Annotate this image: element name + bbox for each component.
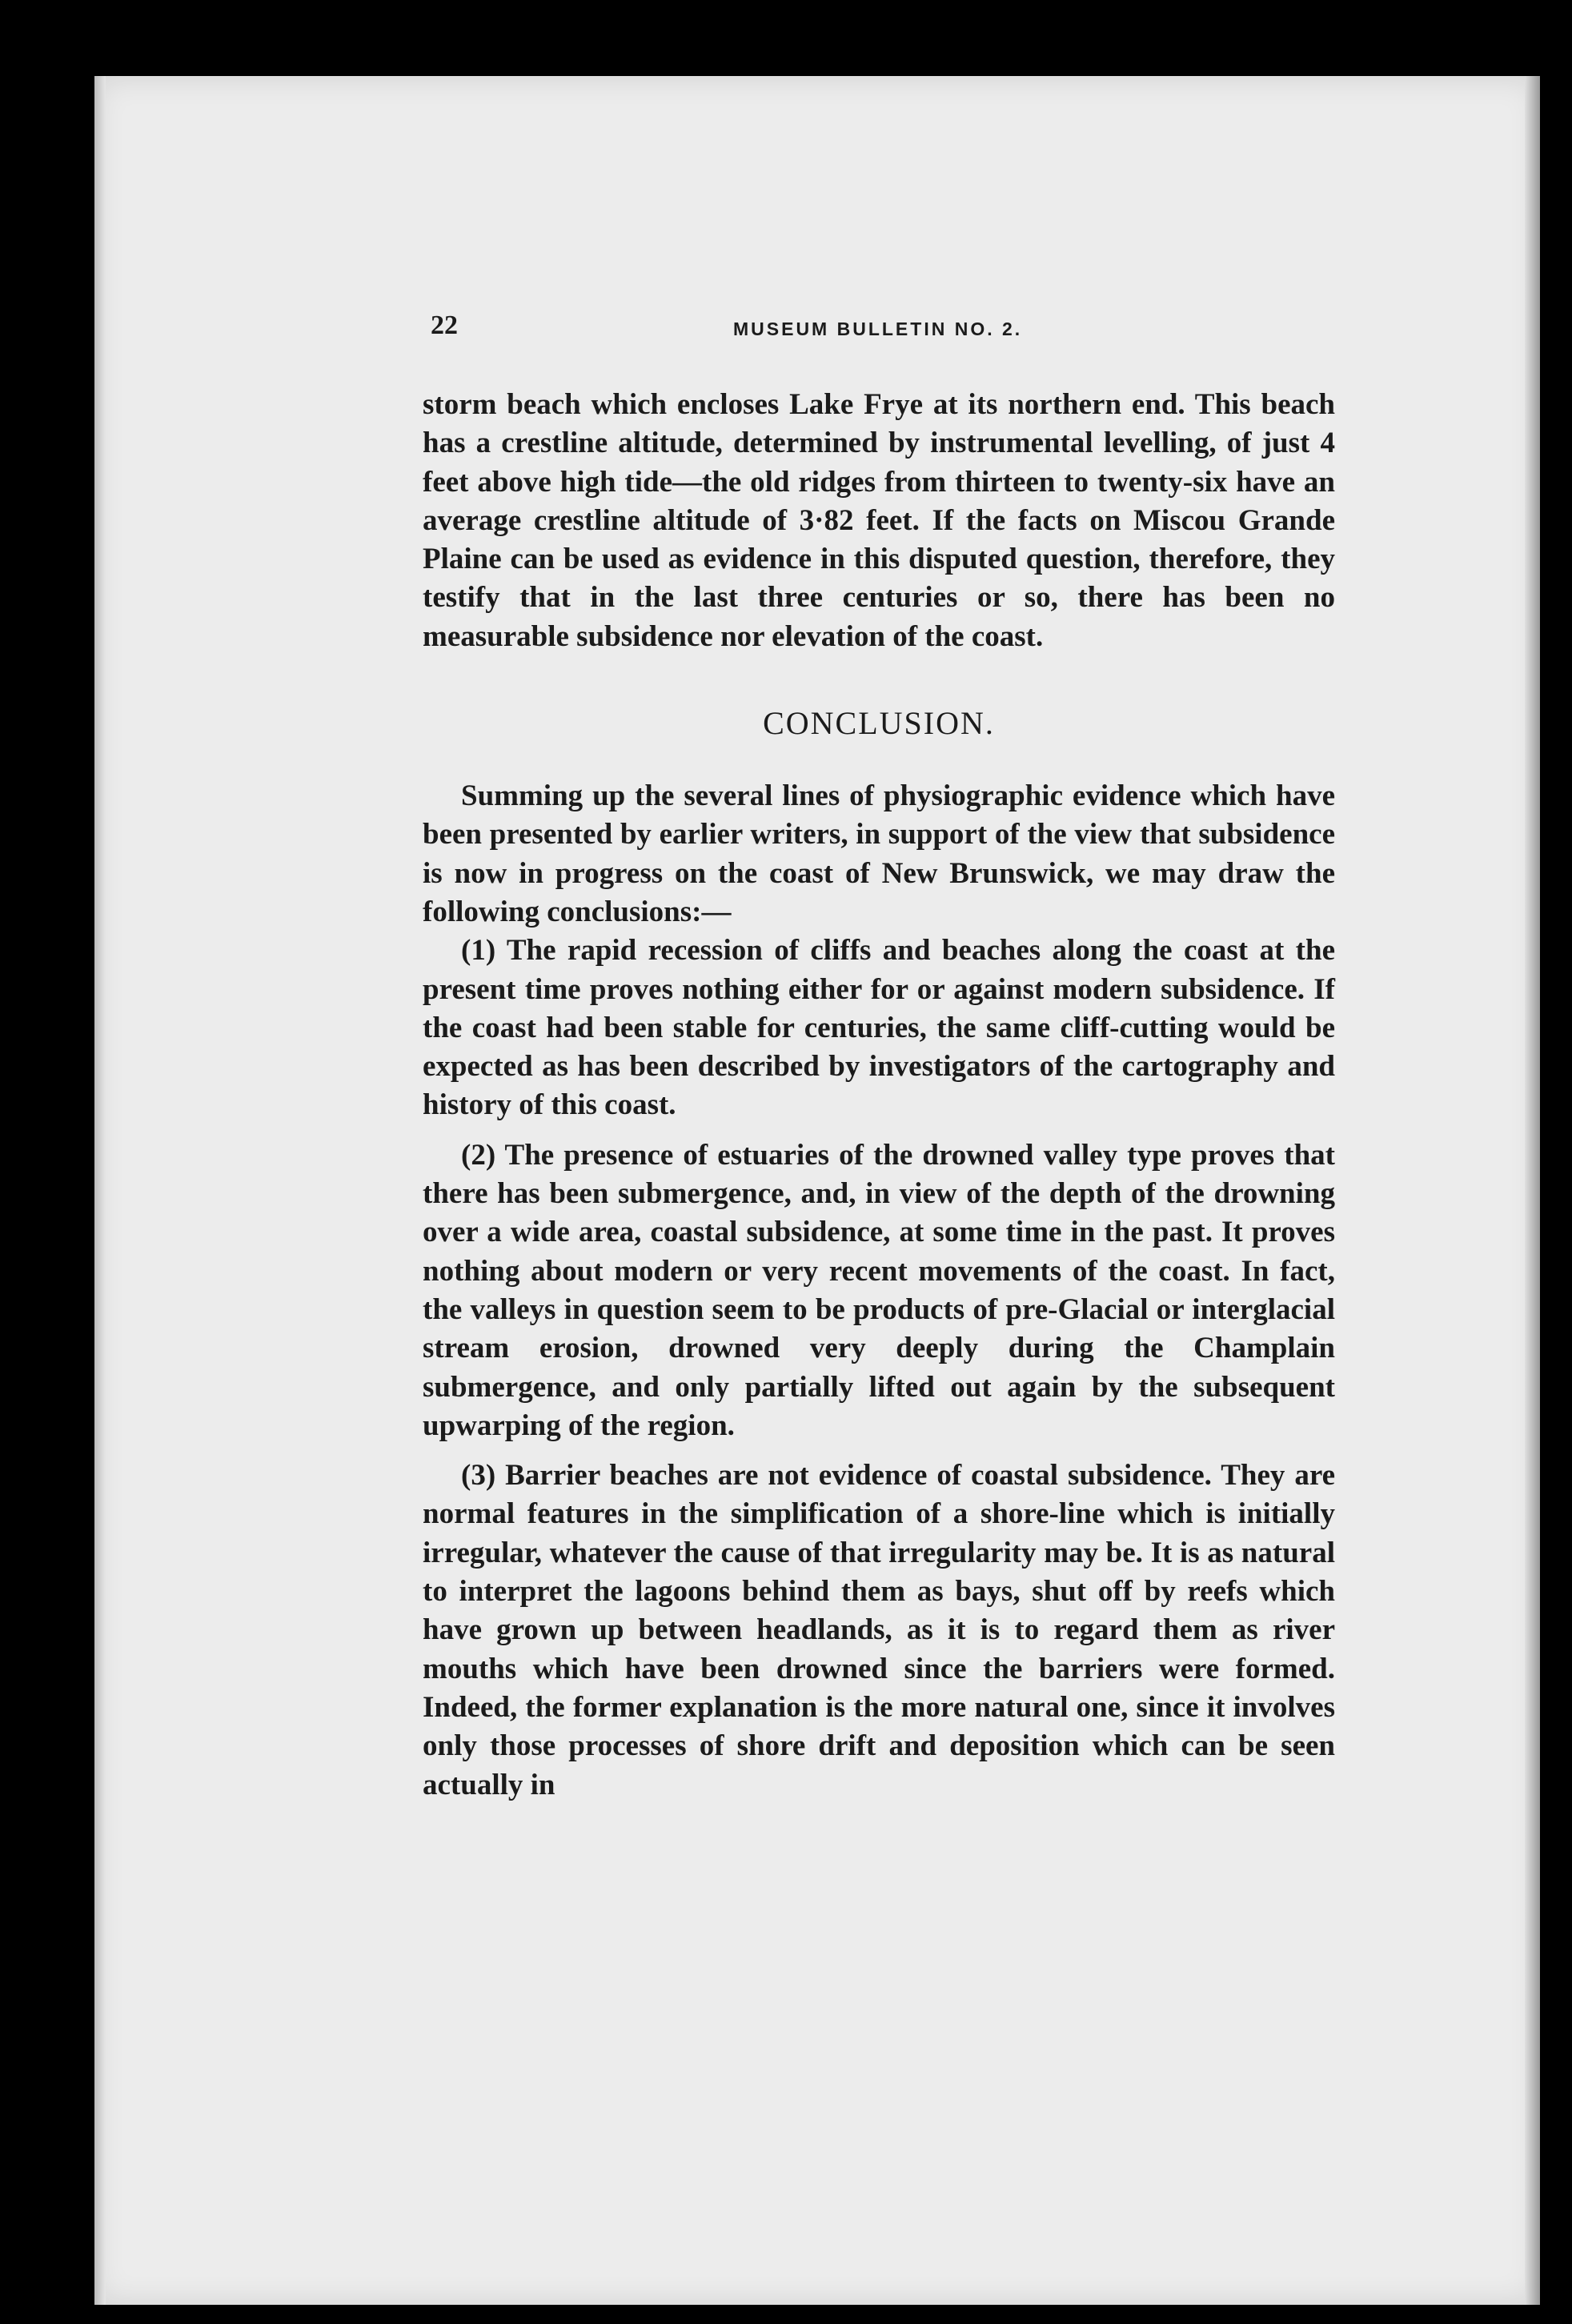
running-head — [423, 311, 1335, 359]
paragraph-conclusion-3: (3) Barrier beaches are not evidence of coastal subsidence. They are normal features in the simplification of a shore-line which is initially irregular, whatever the cause of that irregularity may be. It is as natural to interpret the lagoons behind them as bays, shut off by reefs which have grown up between headlands, as it is to regard them as river mouths which have been drowned since the barriers were formed. Indeed, the former explanation is the more natural one, since it involves only those processes of shore drift and deposition which can be seen actually in — [423, 1459, 1335, 1801]
section-heading: CONCLUSION. — [763, 705, 995, 742]
paragraph-summary: Summing up the several lines of physiographic evidence which have been presented by earlier writers, in support of the view that subsidence is now in progress on the coast of New Brunswick, we may draw the following conclusions:— — [423, 779, 1335, 928]
running-title: MUSEUM BULLETIN NO. 2. — [733, 319, 1023, 339]
paragraph-conclusion-2: (2) The presence of estuaries of the drowned valley type proves that there has been submergence, and, in view of the depth of the drowning over a wide area, coastal subsidence, at some time in the past. It proves nothing about modern or very recent movements of the coast. In fact, the valleys in question seem to be products of pre-Glacial or interglacial stream erosion, drowned very deeply during the Champlain submergence, and only partially lifted out again by the subsequent upwarping of the region. — [423, 1138, 1335, 1442]
text-block — [423, 311, 1335, 1805]
paper-left-edge — [94, 76, 106, 2305]
paragraph-conclusion-1: (1) The rapid recession of cliffs and beaches along the coast at the present time proves nothing either for or against modern subsidence. If the coast had been stable for centuries, the same cliff-cutting would be expected as has been described by investigators of the cartography and history of this coast. — [423, 934, 1335, 1122]
paper-right-edge — [1525, 76, 1540, 2305]
page-number: 22 — [431, 311, 458, 340]
paragraph-continued: storm beach which encloses Lake Frye at its northern end. This beach has a crestline altitude, determined by instrumental levelling, of just 4 feet above high tide—the old ridges from thirteen to twenty-six have an average crestline altitude of 3·82 feet. If the facts on Miscou Grande Plaine can be used as evidence in this disputed question, therefore, they testify that in the last three centuries or so, there has been no measurable subsidence nor elevation of the coast. — [423, 388, 1335, 653]
